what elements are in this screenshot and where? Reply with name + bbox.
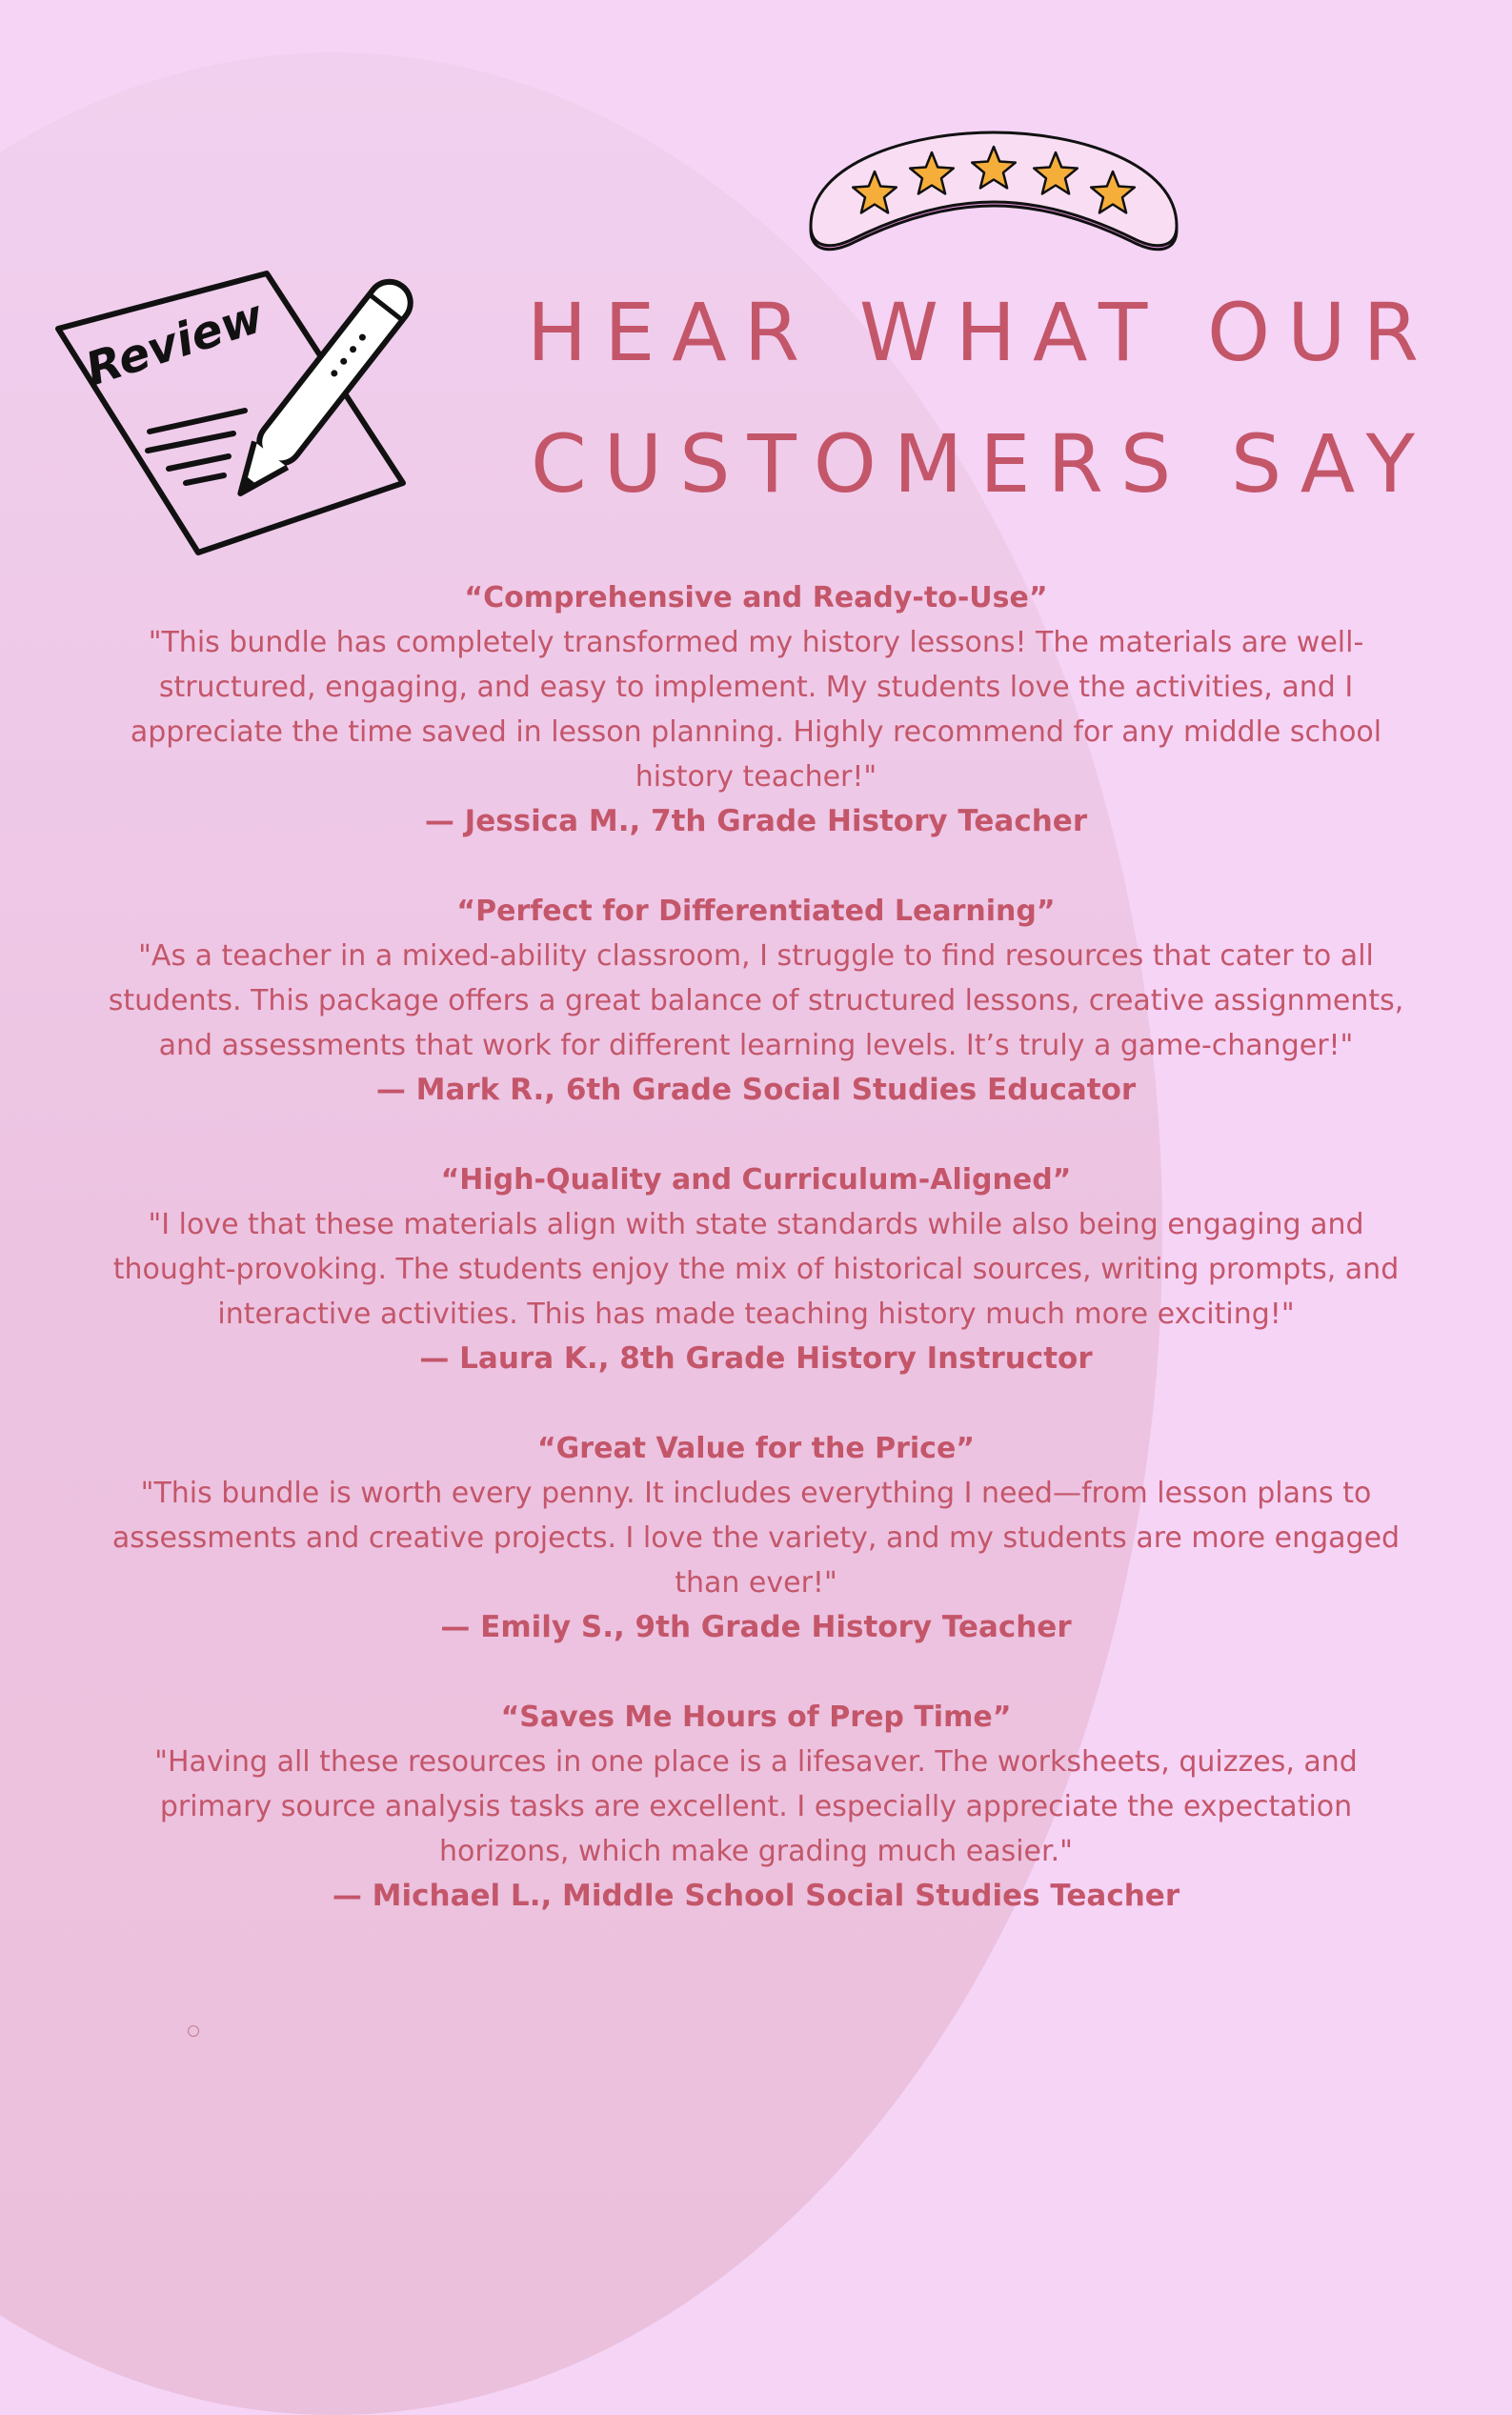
review-title: “Saves Me Hours of Prep Time” [500,1701,1012,1734]
review-title: “High-Quality and Curriculum-Aligned” [440,1163,1072,1197]
review-body: "As a teacher in a mixed-ability classroom, I struggle to find resources that cater to all students. This package offers a great balance of structured lessons, creative assignments, and assessments that work for different learning levels. It’s truly a game-changer!" [108,939,1404,1062]
page-title [495,267,1467,530]
review-author: — Emily S., 9th Grade History Teacher [440,1610,1072,1644]
title-line-1: HEAR WHAT OUR [527,286,1436,379]
review-item [95,575,1417,844]
review-author: — Jessica M., 7th Grade History Teacher [424,804,1088,838]
reviews-list [95,575,1417,1963]
review-body: "I love that these materials align with state standards while also being engaging and thought-provoking. The students enjoy the mix of historical sources, writing prompts, and interactive activities. This has made teaching history much more exciting!" [112,1208,1400,1331]
review-title: “Great Value for the Price” [536,1432,976,1465]
review-item [95,889,1417,1113]
title-line-2: CUSTOMERS SAY [531,417,1432,511]
review-paper-pen-icon [52,262,443,567]
review-item [95,1695,1417,1919]
review-title: “Perfect for Differentiated Learning” [456,895,1056,928]
review-author: — Michael L., Middle School Social Studies Teacher [332,1879,1180,1913]
decorative-dot [188,2025,199,2037]
review-body: "This bundle is worth every penny. It includes everything I need—from lesson plans to assessments and creative projects. I love the variety, and my students are more engaged than ever!" [111,1477,1401,1600]
review-author: — Laura K., 8th Grade History Instructor [419,1341,1093,1376]
review-title: “Comprehensive and Ready-to-Use” [464,581,1048,614]
review-author: — Mark R., 6th Grade Social Studies Educator [375,1073,1137,1107]
five-star-rating-badge [803,130,1184,271]
review-body: "Having all these resources in one place is a lifesaver. The worksheets, quizzes, and primary source analysis tasks are excellent. I especially appreciate the expectation horizons, which make grading much easier." [154,1745,1358,1868]
review-body: "This bundle has completely transformed my history lessons! The materials are well-structured, engaging, and easy to implement. My students love the activities, and I appreciate the time saved in lesson planning. Highly recommend for any middle school history teacher!" [130,626,1382,794]
review-doodle-label: Review [79,289,271,397]
review-item [95,1157,1417,1381]
review-item [95,1426,1417,1650]
